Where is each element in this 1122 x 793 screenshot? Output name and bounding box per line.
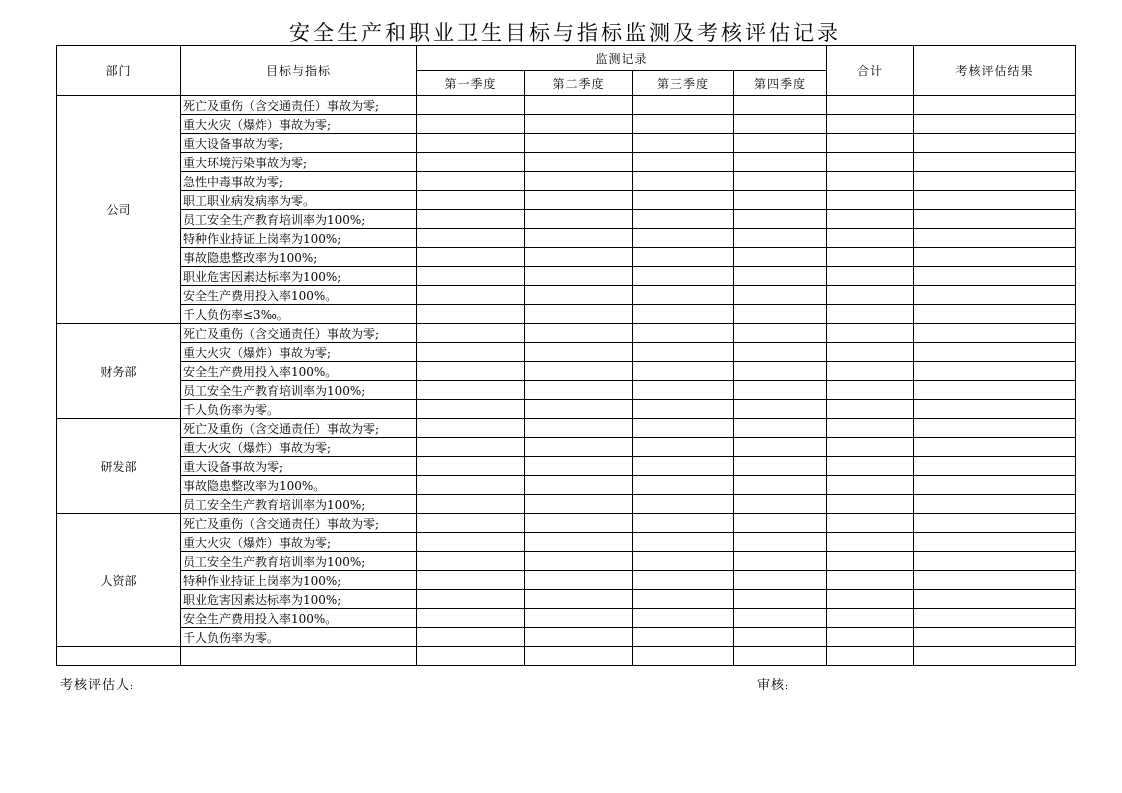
- cell-q4: [734, 609, 827, 628]
- cell-q1: [417, 362, 525, 381]
- cell-q3: [633, 191, 734, 210]
- cell-q3: [633, 115, 734, 134]
- cell-q3: [633, 419, 734, 438]
- header-quarter-2: 第二季度: [525, 71, 633, 96]
- cell-q1: [417, 571, 525, 590]
- cell-q1: [417, 457, 525, 476]
- table-row: [57, 96, 1076, 115]
- indicator-cell: 死亡及重伤（含交通责任）事故为零;: [181, 514, 417, 533]
- cell-q1: [417, 609, 525, 628]
- table-row: [57, 229, 1076, 248]
- cell-q3: [633, 153, 734, 172]
- table-row: [57, 153, 1076, 172]
- indicator-cell: 职业危害因素达标率为100%;: [181, 267, 417, 286]
- cell-q4: [734, 343, 827, 362]
- cell-q1: [417, 210, 525, 229]
- cell-q1: [417, 115, 525, 134]
- cell-q3: [633, 381, 734, 400]
- cell-total: [827, 115, 914, 134]
- cell-q1: [417, 248, 525, 267]
- cell-result: [914, 628, 1076, 647]
- cell-q4: [734, 400, 827, 419]
- cell-q3: [633, 305, 734, 324]
- table-row: [57, 115, 1076, 134]
- cell-result: [914, 533, 1076, 552]
- cell-q1: [417, 172, 525, 191]
- cell-q3: [633, 476, 734, 495]
- cell-total: [827, 324, 914, 343]
- cell-q4: [734, 115, 827, 134]
- cell-total: [827, 438, 914, 457]
- cell-q4: [734, 628, 827, 647]
- cell-q1: [417, 153, 525, 172]
- cell-q4: [734, 286, 827, 305]
- cell-q4: [734, 381, 827, 400]
- table-row: [57, 191, 1076, 210]
- cell-q1: [417, 419, 525, 438]
- header-total: 合计: [827, 46, 914, 96]
- cell-result: [914, 229, 1076, 248]
- cell-q3: [633, 457, 734, 476]
- cell-q4: [734, 248, 827, 267]
- blank-cell: [633, 647, 734, 666]
- reviewer-label: 审核: [757, 678, 786, 693]
- cell-result: [914, 153, 1076, 172]
- cell-q2: [525, 248, 633, 267]
- cell-q2: [525, 96, 633, 115]
- cell-q2: [525, 267, 633, 286]
- cell-total: [827, 419, 914, 438]
- cell-total: [827, 172, 914, 191]
- blank-cell: [827, 647, 914, 666]
- cell-q4: [734, 210, 827, 229]
- cell-q3: [633, 514, 734, 533]
- cell-q4: [734, 438, 827, 457]
- table-row: [57, 495, 1076, 514]
- cell-q4: [734, 476, 827, 495]
- header-result: 考核评估结果: [914, 46, 1076, 96]
- assessment-table: [56, 45, 1076, 666]
- cell-result: [914, 210, 1076, 229]
- cell-result: [914, 96, 1076, 115]
- table-row: [57, 267, 1076, 286]
- cell-q4: [734, 191, 827, 210]
- header-monitoring: 监测记录: [417, 46, 827, 71]
- cell-q2: [525, 419, 633, 438]
- header-indicator: 目标与指标: [181, 46, 417, 96]
- cell-q1: [417, 552, 525, 571]
- table-row: [57, 286, 1076, 305]
- header-department: 部门: [57, 46, 181, 96]
- cell-total: [827, 286, 914, 305]
- indicator-cell: 员工安全生产教育培训率为100%;: [181, 381, 417, 400]
- assessor-signature-line: [60, 674, 134, 693]
- department-cell: 人资部: [57, 514, 181, 647]
- cell-total: [827, 590, 914, 609]
- cell-q3: [633, 248, 734, 267]
- cell-q4: [734, 495, 827, 514]
- blank-row: [57, 647, 1076, 666]
- cell-q1: [417, 495, 525, 514]
- cell-q1: [417, 96, 525, 115]
- cell-result: [914, 362, 1076, 381]
- cell-result: [914, 590, 1076, 609]
- cell-total: [827, 305, 914, 324]
- cell-q3: [633, 343, 734, 362]
- cell-q2: [525, 343, 633, 362]
- cell-total: [827, 134, 914, 153]
- cell-q2: [525, 210, 633, 229]
- cell-total: [827, 533, 914, 552]
- cell-q3: [633, 172, 734, 191]
- cell-q2: [525, 286, 633, 305]
- cell-total: [827, 609, 914, 628]
- cell-q3: [633, 229, 734, 248]
- cell-total: [827, 153, 914, 172]
- indicator-cell: 安全生产费用投入率100%。: [181, 286, 417, 305]
- table-row: [57, 324, 1076, 343]
- table-row: [57, 248, 1076, 267]
- cell-result: [914, 191, 1076, 210]
- blank-cell: [525, 647, 633, 666]
- assessor-colon: :: [130, 682, 135, 692]
- header-quarter-3: 第三季度: [633, 71, 734, 96]
- cell-q3: [633, 134, 734, 153]
- cell-total: [827, 248, 914, 267]
- cell-q4: [734, 229, 827, 248]
- cell-q2: [525, 495, 633, 514]
- cell-q2: [525, 153, 633, 172]
- table-row: [57, 590, 1076, 609]
- cell-q3: [633, 286, 734, 305]
- reviewer-signature-line: [757, 674, 789, 693]
- cell-q2: [525, 533, 633, 552]
- cell-result: [914, 609, 1076, 628]
- cell-q1: [417, 305, 525, 324]
- cell-q4: [734, 96, 827, 115]
- cell-total: [827, 476, 914, 495]
- cell-q3: [633, 590, 734, 609]
- indicator-cell: 死亡及重伤（含交通责任）事故为零;: [181, 96, 417, 115]
- cell-q2: [525, 134, 633, 153]
- cell-result: [914, 419, 1076, 438]
- cell-total: [827, 457, 914, 476]
- indicator-cell: 千人负伤率≤3‰。: [181, 305, 417, 324]
- table-row: [57, 438, 1076, 457]
- cell-result: [914, 134, 1076, 153]
- cell-q2: [525, 362, 633, 381]
- cell-total: [827, 191, 914, 210]
- indicator-cell: 安全生产费用投入率100%。: [181, 362, 417, 381]
- cell-q4: [734, 571, 827, 590]
- indicator-cell: 事故隐患整改率为100%。: [181, 476, 417, 495]
- cell-q1: [417, 533, 525, 552]
- cell-q2: [525, 229, 633, 248]
- cell-total: [827, 628, 914, 647]
- cell-q2: [525, 305, 633, 324]
- indicator-cell: 急性中毒事故为零;: [181, 172, 417, 191]
- cell-q1: [417, 400, 525, 419]
- cell-q2: [525, 381, 633, 400]
- blank-cell: [417, 647, 525, 666]
- document-title: 安全生产和职业卫生目标与指标监测及考核评估记录: [289, 21, 841, 45]
- cell-q2: [525, 552, 633, 571]
- cell-q3: [633, 571, 734, 590]
- cell-total: [827, 96, 914, 115]
- cell-result: [914, 248, 1076, 267]
- cell-q1: [417, 343, 525, 362]
- cell-q1: [417, 476, 525, 495]
- cell-q4: [734, 533, 827, 552]
- indicator-cell: 死亡及重伤（含交通责任）事故为零;: [181, 419, 417, 438]
- blank-cell: [181, 647, 417, 666]
- assessor-label: 考核评估人: [60, 678, 131, 693]
- cell-q4: [734, 153, 827, 172]
- table-body: [57, 96, 1076, 666]
- indicator-cell: 重大环境污染事故为零;: [181, 153, 417, 172]
- cell-q2: [525, 172, 633, 191]
- table-row: [57, 305, 1076, 324]
- indicator-cell: 员工安全生产教育培训率为100%;: [181, 210, 417, 229]
- indicator-cell: 重大火灾（爆炸）事故为零;: [181, 533, 417, 552]
- header-quarter-1: 第一季度: [417, 71, 525, 96]
- cell-q4: [734, 267, 827, 286]
- blank-cell: [914, 647, 1076, 666]
- indicator-cell: 职工职业病发病率为零。: [181, 191, 417, 210]
- cell-q3: [633, 533, 734, 552]
- cell-total: [827, 571, 914, 590]
- cell-q4: [734, 362, 827, 381]
- cell-q3: [633, 96, 734, 115]
- cell-q4: [734, 552, 827, 571]
- department-cell: 财务部: [57, 324, 181, 419]
- table-row: [57, 609, 1076, 628]
- cell-q4: [734, 457, 827, 476]
- cell-q2: [525, 457, 633, 476]
- indicator-cell: 员工安全生产教育培训率为100%;: [181, 552, 417, 571]
- cell-q2: [525, 628, 633, 647]
- blank-cell: [57, 647, 181, 666]
- cell-total: [827, 210, 914, 229]
- table-row: [57, 400, 1076, 419]
- cell-q4: [734, 172, 827, 191]
- cell-q2: [525, 571, 633, 590]
- cell-q1: [417, 134, 525, 153]
- table-row: [57, 419, 1076, 438]
- table-row: [57, 533, 1076, 552]
- cell-result: [914, 514, 1076, 533]
- cell-q1: [417, 590, 525, 609]
- cell-q3: [633, 438, 734, 457]
- cell-q1: [417, 267, 525, 286]
- indicator-cell: 职业危害因素达标率为100%;: [181, 590, 417, 609]
- cell-total: [827, 400, 914, 419]
- indicator-cell: 重大设备事故为零;: [181, 134, 417, 153]
- cell-q1: [417, 514, 525, 533]
- cell-q2: [525, 476, 633, 495]
- cell-q3: [633, 628, 734, 647]
- table-row: [57, 571, 1076, 590]
- cell-q3: [633, 495, 734, 514]
- cell-total: [827, 229, 914, 248]
- indicator-cell: 事故隐患整改率为100%;: [181, 248, 417, 267]
- cell-result: [914, 343, 1076, 362]
- cell-q4: [734, 514, 827, 533]
- cell-result: [914, 267, 1076, 286]
- cell-total: [827, 267, 914, 286]
- cell-q2: [525, 590, 633, 609]
- cell-result: [914, 571, 1076, 590]
- table-row: [57, 514, 1076, 533]
- cell-q2: [525, 115, 633, 134]
- cell-q2: [525, 324, 633, 343]
- cell-result: [914, 381, 1076, 400]
- indicator-cell: 特种作业持证上岗率为100%;: [181, 571, 417, 590]
- cell-q2: [525, 191, 633, 210]
- cell-q2: [525, 609, 633, 628]
- table-row: [57, 362, 1076, 381]
- indicator-cell: 重大火灾（爆炸）事故为零;: [181, 115, 417, 134]
- cell-result: [914, 172, 1076, 191]
- cell-q3: [633, 362, 734, 381]
- table-row: [57, 343, 1076, 362]
- indicator-cell: 千人负伤率为零。: [181, 628, 417, 647]
- cell-q1: [417, 324, 525, 343]
- cell-result: [914, 400, 1076, 419]
- cell-q1: [417, 191, 525, 210]
- table-row: [57, 134, 1076, 153]
- cell-q4: [734, 305, 827, 324]
- cell-total: [827, 495, 914, 514]
- cell-total: [827, 381, 914, 400]
- cell-result: [914, 552, 1076, 571]
- cell-result: [914, 115, 1076, 134]
- table-row: [57, 476, 1076, 495]
- cell-total: [827, 362, 914, 381]
- table-row: [57, 172, 1076, 191]
- cell-q3: [633, 400, 734, 419]
- table-row: [57, 210, 1076, 229]
- cell-result: [914, 324, 1076, 343]
- cell-q2: [525, 514, 633, 533]
- cell-q1: [417, 438, 525, 457]
- cell-total: [827, 514, 914, 533]
- cell-result: [914, 305, 1076, 324]
- indicator-cell: 重大火灾（爆炸）事故为零;: [181, 343, 417, 362]
- cell-result: [914, 286, 1076, 305]
- cell-result: [914, 495, 1076, 514]
- table-row: [57, 381, 1076, 400]
- indicator-cell: 重大火灾（爆炸）事故为零;: [181, 438, 417, 457]
- cell-total: [827, 552, 914, 571]
- indicator-cell: 千人负伤率为零。: [181, 400, 417, 419]
- cell-q3: [633, 210, 734, 229]
- cell-result: [914, 438, 1076, 457]
- table-row: [57, 552, 1076, 571]
- department-cell: 公司: [57, 96, 181, 324]
- indicator-cell: 安全生产费用投入率100%。: [181, 609, 417, 628]
- header-quarter-4: 第四季度: [734, 71, 827, 96]
- cell-q1: [417, 286, 525, 305]
- cell-q1: [417, 229, 525, 248]
- cell-q4: [734, 590, 827, 609]
- cell-q3: [633, 267, 734, 286]
- department-cell: 研发部: [57, 419, 181, 514]
- indicator-cell: 重大设备事故为零;: [181, 457, 417, 476]
- cell-q2: [525, 400, 633, 419]
- cell-q3: [633, 552, 734, 571]
- reviewer-colon: :: [785, 682, 790, 692]
- cell-q2: [525, 438, 633, 457]
- cell-q4: [734, 134, 827, 153]
- indicator-cell: 死亡及重伤（含交通责任）事故为零;: [181, 324, 417, 343]
- cell-q3: [633, 324, 734, 343]
- table-row: [57, 628, 1076, 647]
- table-row: [57, 457, 1076, 476]
- blank-cell: [734, 647, 827, 666]
- indicator-cell: 员工安全生产教育培训率为100%;: [181, 495, 417, 514]
- cell-result: [914, 476, 1076, 495]
- cell-q4: [734, 419, 827, 438]
- cell-total: [827, 343, 914, 362]
- cell-q4: [734, 324, 827, 343]
- cell-q1: [417, 381, 525, 400]
- cell-q1: [417, 628, 525, 647]
- cell-q3: [633, 609, 734, 628]
- indicator-cell: 特种作业持证上岗率为100%;: [181, 229, 417, 248]
- cell-result: [914, 457, 1076, 476]
